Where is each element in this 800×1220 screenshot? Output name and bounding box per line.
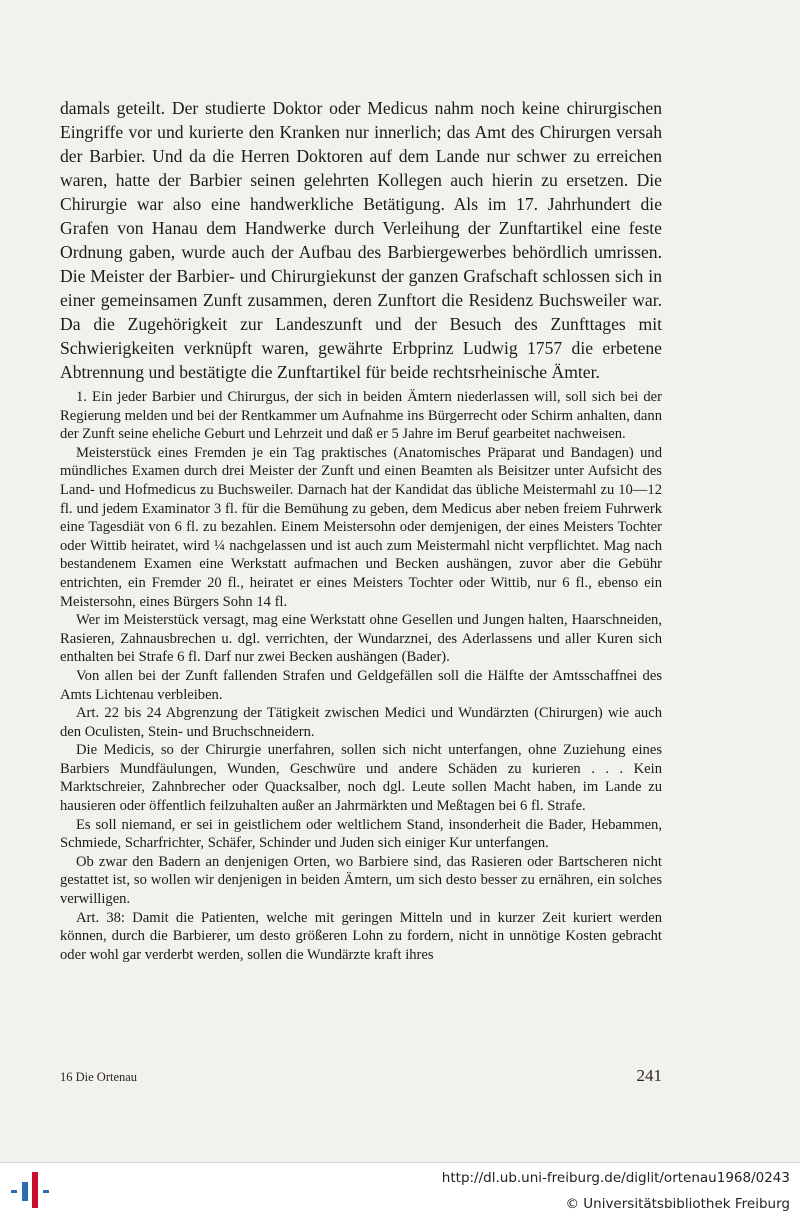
source-url-link[interactable]: http://dl.ub.uni-freiburg.de/diglit/ortenau1968/0243 — [441, 1170, 790, 1186]
article-paragraph: Meisterstück eines Fremden je ein Tag praktisches (Anatomisches Präparat und Bandagen) und mündliches Examen durch drei Meister der Zunft und einen Beamten als Beisitzer unter Aufsicht des Land- und Hofmedicus zu Buchsweiler. Darnach hat der Kandidat das übliche Meistermahl zu 10—12 fl. und jedem Examinator 3 fl. für die Bemühung zu geben, dem Medicus aber neben freiem Fuhrwerk eine Tagesdiät von 6 fl. zu bezahlen. Einem Meistersohn oder demjenigen, der eines Meisters Tochter oder Wittib heiratet, wird ¼ nachgelassen und ist auch zum Meistermahl nicht verpflichtet. Mag nach bestandenem Examen eine Werkstatt aufmachen und Becken aushängen, zuvor aber die Gebühr entrichten, ein Fremder 20 fl., heiratet er eines Meisters Tochter oder Wittib, nur 6 fl., ebenso ein Meistersohn, eines Bürgers Sohn 14 fl. — [60, 444, 662, 610]
main-paragraph-text: damals geteilt. Der studierte Doktor oder Medicus nahm noch keine chirurgischen Eingriffe vor und kurierte den Kranken nur innerlich; das Amt des Chirurgen versah der Barbier. Und da die Herren Doktoren auf dem Lande nur schwer zu erreichen waren, hatte der Barbier seinen gelehrten Kollegen auch hierin zu ersetzen. Die Chirurgie war also eine handwerkliche Betätigung. Als im 17. Jahrhundert die Grafen von Hanau dem Handwerke durch Verleihung der Zunftartikel eine feste Ordnung gaben, wurde auch der Aufbau des Barbiergewerbes behördlich umrissen. Die Meister der Barbier- und Chirurgiekunst der ganzen Grafschaft schlossen sich in einer gemeinsamen Zunft zusammen, deren Zunftort die Residenz Buchsweiler war. Da die Zugehörigkeit zur Landeszunft und der Besuch des Zunfttages mit Schwierigkeiten verknüpft waren, gewährte Erbprinz Ludwig 1757 die erbetene Abtrennung und bestätigte die Zunftartikel für beide rechtsrheinische Ämter. — [60, 98, 662, 382]
page-number: 241 — [636, 1066, 662, 1085]
main-paragraph — [60, 96, 662, 384]
article-paragraph: Art. 22 bis 24 Abgrenzung der Tätigkeit zwischen Medici und Wundärzten (Chirurgen) wie auch den Oculisten, Stein- und Bruchschneidern. — [60, 705, 662, 740]
divider — [0, 1162, 800, 1163]
signature-mark: 16 Die Ortenau — [60, 1070, 138, 1084]
article-paragraph: Ob zwar den Badern an denjenigen Orten, wo Barbiere sind, das Rasieren oder Bartscheren nicht gestattet ist, so wollen wir denjenigen in beiden Ämtern, um sich desto besser zu ernähren, ein solches verwilligen. — [60, 853, 662, 908]
article-paragraph: Es soll niemand, er sei in geistlichem oder weltlichem Stand, insonderheit die Bader, Hebammen, Schmiede, Scharfrichter, Schäfer, Schinder und Juden sich einiger Kur unterfangen. — [60, 816, 662, 852]
article-paragraph: Art. 38: Damit die Patienten, welche mit geringen Mitteln und in kurzer Zeit kuriert werden können, durch die Barbierer, um desto größeren Lohn zu fordern, nicht in unnötige Kosten gebracht oder wohl gar verderbt werden, sollen die Wundärzte kraft ihres — [60, 909, 662, 963]
ub-freiburg-logo-icon — [10, 1168, 54, 1212]
copyright-notice: © Universitätsbibliothek Freiburg — [565, 1196, 790, 1212]
zunftartikel-excerpt — [60, 388, 662, 964]
article-paragraph: Wer im Meisterstück versagt, mag eine Werkstatt ohne Gesellen und Jungen halten, Haarschneiden, Rasieren, Zahnausbrechen u. dgl. verrichten, der Wundarznei, des Aderlassens und aller Kuren sich enthalten bei Strafe 6 fl. Darf nur zwei Becken aushängen (Bader). — [60, 612, 662, 666]
article-paragraph: Von allen bei der Zunft fallenden Strafen und Geldgefällen soll die Hälfte der Amtsschaffnei des Amts Lichtenau verbleiben. — [60, 667, 662, 703]
article-paragraph: Die Medicis, so der Chirurgie unerfahren, sollen sich nicht unterfangen, ohne Zuziehung eines Barbiers Mundfäulungen, Wunden, Geschwüre und andere Schäden zu kurieren . . . Kein Marktschreier, Zahnbrecher oder Quacksalber, noch dgl. Leute sollen Macht haben, im Lande zu hausieren oder öffentlich feilzuhalten außer an Jahrmärkten und Meßtagen bei 6 fl. Strafe. — [60, 742, 662, 815]
article-paragraph: 1. Ein jeder Barbier und Chirurgus, der sich in beiden Ämtern niederlassen will, soll sich bei der Regierung melden und bei der Rentkammer um Aufnahme ins Bürgerrecht oder Schirm anhalten, dann der Zunft seine eheliche Geburt und Lehrzeit und daß er 5 Jahre im Beruf gearbeitet nachweisen. — [60, 389, 662, 443]
